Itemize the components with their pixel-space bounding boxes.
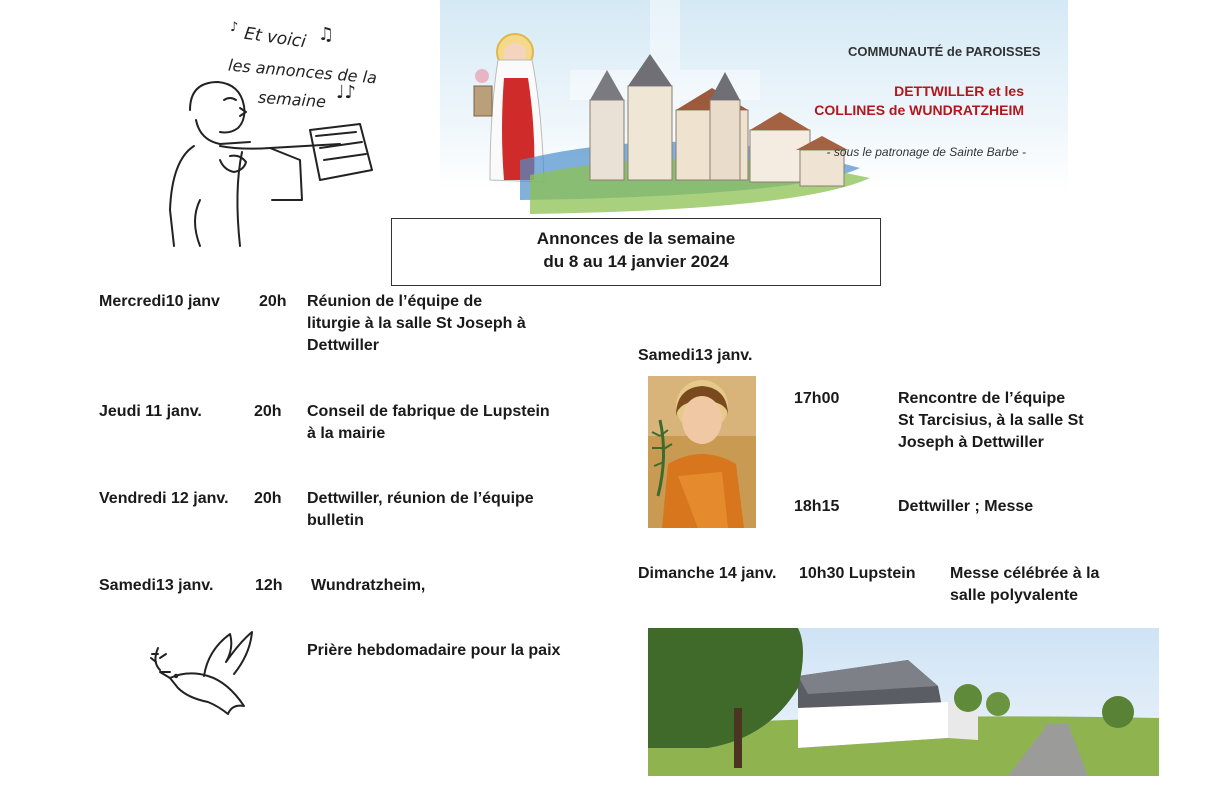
sunday-time-place: 10h30 Lupstein [799, 565, 916, 582]
note-icon: ♫ [318, 24, 335, 45]
event-day: Vendredi 12 janv. [99, 490, 229, 507]
note-icon: ♩♪ [336, 82, 356, 103]
sunday-day: Dimanche 14 janv. [638, 565, 777, 582]
parish-name-line-2: COLLINES de WUNDRATZHEIM [814, 102, 1024, 118]
event-time: 12h [255, 577, 283, 594]
priest-illustration [160, 70, 380, 250]
event-line: Réunion de l’équipe de [307, 293, 483, 310]
event-time: 20h [254, 490, 282, 507]
event-time: 17h00 [794, 390, 840, 407]
event-description [307, 291, 526, 357]
event-day: Samedi13 janv. [99, 577, 214, 594]
event-line: Joseph à Dettwiller [898, 434, 1044, 451]
event-line: salle polyvalente [950, 587, 1079, 604]
event-description [950, 563, 1099, 607]
event-line: à la mairie [307, 425, 386, 442]
event-description [307, 401, 550, 445]
event-line: St Tarcisius, à la salle St [898, 412, 1084, 429]
cartoon-line-2: les annonces de la [227, 55, 378, 88]
event-line: bulletin [307, 512, 364, 529]
note-icon: ♪ [230, 20, 239, 35]
event-time: 18h15 [794, 498, 840, 515]
announcement-title-box [391, 218, 881, 286]
event-line: Messe célébrée à la [950, 565, 1100, 582]
dove-icon [148, 622, 260, 722]
cartoon-line-1: Et voici [242, 23, 308, 53]
event-line: Dettwiller [307, 337, 380, 354]
right-day: Samedi13 janv. [638, 347, 753, 364]
event-line: Dettwiller ; Messe [898, 498, 1034, 515]
event-description [898, 496, 1033, 518]
event-line: Dettwiller, réunion de l’équipe [307, 490, 534, 507]
parish-name-line-1: DETTWILLER et les [894, 83, 1024, 99]
salle-polyvalente-photo [648, 628, 1159, 776]
parish-banner [440, 0, 1068, 238]
prayer-text: Prière hebdomadaire pour la paix [307, 642, 561, 659]
event-description [898, 388, 1126, 454]
event-day: Mercredi10 janv [99, 293, 220, 310]
title-line-2: du 8 au 14 janvier 2024 [543, 252, 729, 271]
event-time: 20h [254, 403, 282, 420]
community-label: COMMUNAUTÉ de PAROISSES [848, 44, 1041, 59]
event-line: Rencontre de l’équipe [898, 390, 1066, 407]
cartoon-line-3: semaine [257, 87, 327, 112]
event-time: 20h [259, 293, 287, 310]
event-day: Jeudi 11 janv. [99, 403, 202, 420]
event-description [307, 488, 534, 532]
event-line: liturgie à la salle St Joseph à [307, 315, 526, 332]
title-line-1: Annonces de la semaine [536, 229, 736, 248]
saint-tarcisius-illustration [648, 376, 756, 528]
event-line: Wundratzheim, [311, 577, 426, 594]
event-line: Conseil de fabrique de Lupstein [307, 403, 550, 420]
event-description [311, 575, 425, 597]
patronage-text: - sous le patronage de Sainte Barbe - [826, 145, 1026, 159]
